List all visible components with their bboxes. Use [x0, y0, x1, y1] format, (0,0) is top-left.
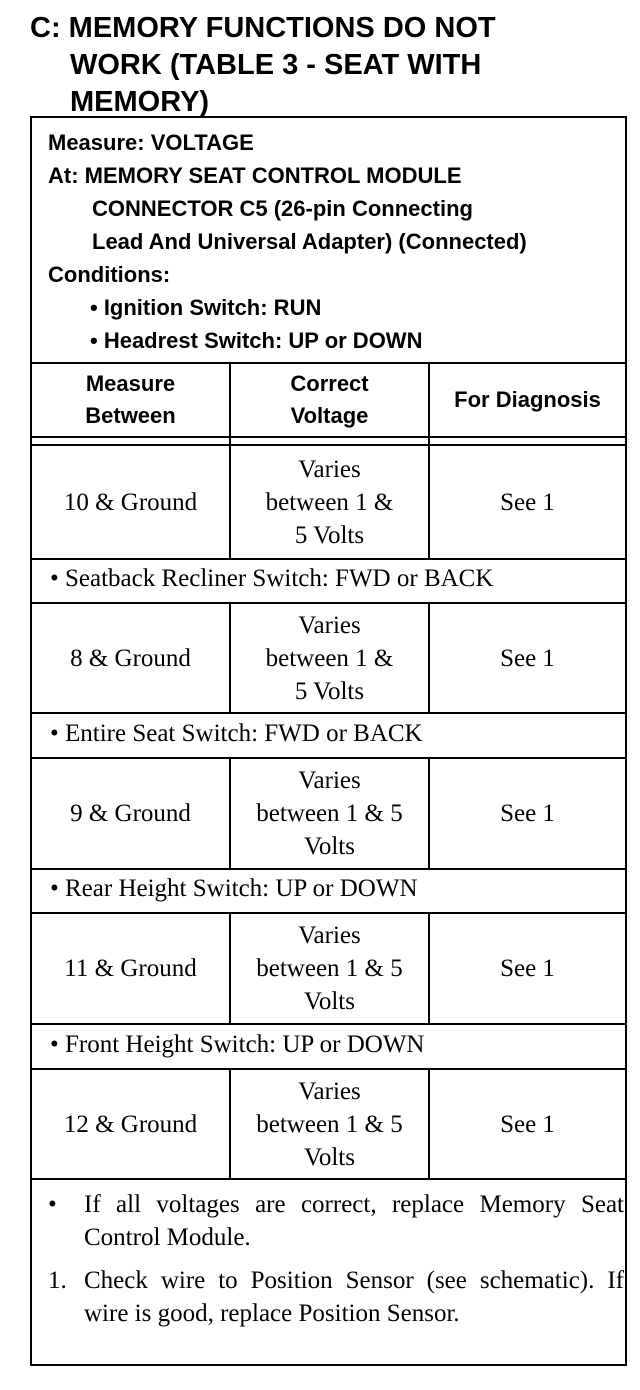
row5-diagnosis: See 1 [500, 1110, 555, 1138]
header-diagnosis-text: For Diagnosis [454, 387, 601, 412]
header-for-diagnosis [430, 364, 625, 436]
header-voltage-line1: Correct [290, 371, 369, 396]
rule-header-bottom-a [32, 436, 625, 438]
note-check-wire-text: Check wire to Position Sensor (see schematic). If wire is good, replace Position Sensor. [84, 1267, 624, 1327]
row2-between: 8 & Ground [70, 644, 191, 672]
row1-voltage-line1: Varies [298, 455, 361, 483]
at-adapter-line: Lead And Universal Adapter) (Connected) [92, 229, 527, 254]
note-replace-module [48, 1188, 624, 1256]
row3-between: 9 & Ground [70, 800, 191, 827]
row1-voltage [231, 446, 428, 558]
condition-rear-height: • Rear Height Switch: UP or DOWN [50, 875, 418, 902]
test-conditions [48, 126, 618, 357]
condition-seatback-recliner: • Seatback Recliner Switch: FWD or BACK [50, 565, 494, 592]
row2-voltage [231, 604, 428, 712]
row4-between: 11 & Ground [64, 955, 197, 982]
row5-voltage [231, 1070, 428, 1178]
row5-voltage-line2: between 1 & 5 [256, 1110, 403, 1138]
row3-voltage-line3: Volts [304, 833, 355, 860]
title-line-1: C: MEMORY FUNCTIONS DO NOT [30, 12, 496, 44]
row1-between: 10 & Ground [63, 488, 198, 516]
diagnostic-table-box [30, 116, 627, 1366]
header-voltage-line2: Voltage [290, 403, 369, 428]
header-measure-between [32, 364, 229, 436]
title-line-2: WORK (TABLE 3 - SEAT WITH [70, 49, 482, 81]
condition-front-height: • Front Height Switch: UP or DOWN [50, 1031, 425, 1058]
row1-voltage-line2: between 1 & [265, 488, 394, 516]
row3-voltage-line1: Varies [298, 767, 361, 794]
row3-voltage-line2: between 1 & 5 [256, 800, 403, 827]
note-replace-module-text: If all voltages are correct, replace Memory Seat Control Module. [84, 1191, 624, 1251]
note-check-wire [48, 1264, 624, 1364]
row5-voltage-line1: Varies [298, 1077, 361, 1105]
header-measure-line1: Measure [85, 371, 176, 396]
condition-headrest: • Headrest Switch: UP or DOWN [90, 328, 423, 353]
row2-diagnosis: See 1 [500, 644, 555, 672]
at-label: At: MEMORY SEAT CONTROL MODULE [48, 163, 462, 188]
note-bullet: • [48, 1191, 57, 1218]
row3-diagnosis: See 1 [500, 800, 555, 827]
row4-voltage [231, 914, 428, 1023]
condition-entire-seat: • Entire Seat Switch: FWD or BACK [50, 720, 423, 747]
row4-voltage-line3: Volts [304, 988, 355, 1015]
row2-voltage-line1: Varies [298, 611, 361, 639]
row2-voltage-line3: 5 Volts [294, 677, 365, 705]
row4-voltage-line2: between 1 & 5 [256, 955, 403, 982]
row4-diagnosis: See 1 [500, 955, 555, 982]
rule-row4-bottom [32, 1023, 625, 1025]
rule-row2-bottom [32, 712, 625, 714]
conditions-label: Conditions: [48, 262, 171, 287]
row3-voltage [231, 759, 428, 868]
header-measure-line2: Between [85, 403, 176, 428]
row5-voltage-line3: Volts [304, 1143, 355, 1171]
measure-label: Measure: VOLTAGE [48, 130, 254, 155]
at-connector-line: CONNECTOR C5 (26-pin Connecting [92, 196, 473, 221]
note-number: 1. [48, 1267, 67, 1294]
condition-ignition: • Ignition Switch: RUN [90, 295, 322, 320]
title-line-3: MEMORY) [70, 86, 210, 118]
row1-voltage-line3: 5 Volts [294, 521, 365, 549]
page-title [30, 10, 630, 121]
row5-between: 12 & Ground [63, 1110, 198, 1138]
rule-row1-bottom [32, 558, 625, 560]
row4-voltage-line1: Varies [298, 922, 361, 949]
rule-row3-bottom [32, 868, 625, 870]
row2-voltage-line2: between 1 & [265, 644, 394, 672]
rule-row5-bottom [32, 1178, 625, 1180]
header-correct-voltage [231, 364, 428, 436]
row1-diagnosis: See 1 [500, 488, 555, 516]
